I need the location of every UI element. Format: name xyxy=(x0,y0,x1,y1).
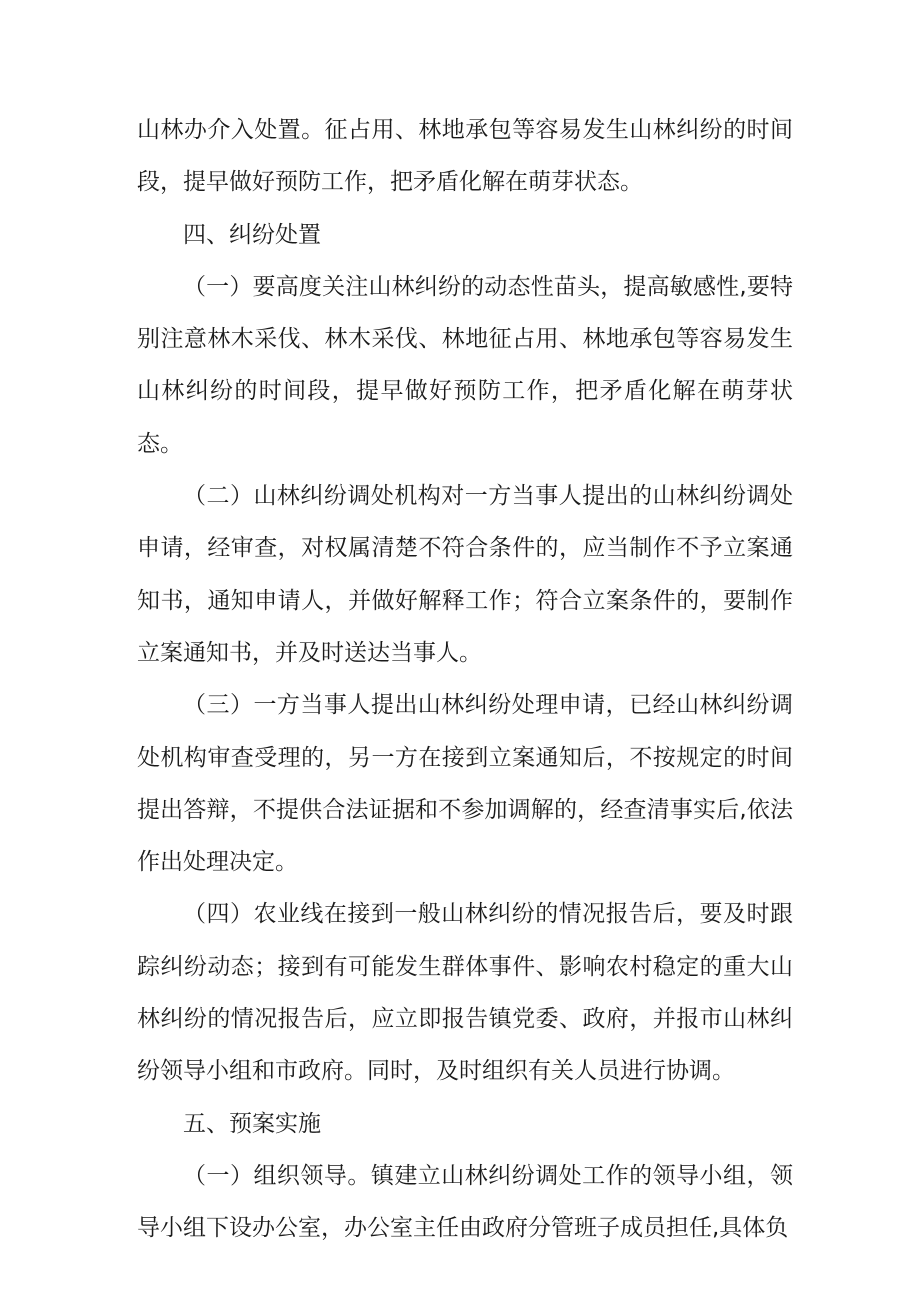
paragraph-item-3: （三）一方当事人提出山林纠纷处理申请，已经山林纠纷调处机构审查受理的，另一方在接到立案通知后，不按规定的时间提出答辩，不提供合法证据和不参加调解的，经查清事实后,依法作出处理决定。 xyxy=(137,692,793,876)
section-heading-plan-implementation: 五、预案实施 xyxy=(183,1110,321,1137)
document-body xyxy=(137,104,793,1255)
section-heading-dispute-handling: 四、纠纷处置 xyxy=(183,221,321,248)
paragraph-continuation: 山林办介入处置。征占用、林地承包等容易发生山林纠纷的时间段，提早做好预防工作，把矛盾化解在萌芽状态。 xyxy=(137,117,793,196)
paragraph-organization-leadership: （一）组织领导。镇建立山林纠纷调处工作的领导小组，领导小组下设办公室，办公室主任由政府分管班子成员担任,具体负 xyxy=(137,1162,793,1242)
paragraph-item-4: （四）农业线在接到一般山林纠纷的情况报告后，要及时跟踪纠纷动态；接到有可能发生群体事件、影响农村稳定的重大山林纠纷的情况报告后，应立即报告镇党委、政府，并报市山林纠纷领导小组和市政府。同时，及时组织有关人员进行协调。 xyxy=(137,901,793,1085)
paragraph-item-2: （二）山林纠纷调处机构对一方当事人提出的山林纠纷调处申请，经审查，对权属清楚不符合条件的，应当制作不予立案通知书，通知申请人，并做好解释工作；符合立案条件的，要制作立案通知书，并及时送达当事人。 xyxy=(137,483,793,666)
paragraph-item-1: （一）要高度关注山林纠纷的动态性苗头，提高敏感性,要特别注意林木采伐、林木采伐、林地征占用、林地承包等容易发生山林纠纷的时间段，提早做好预防工作，把矛盾化解在萌芽状态。 xyxy=(137,273,793,457)
